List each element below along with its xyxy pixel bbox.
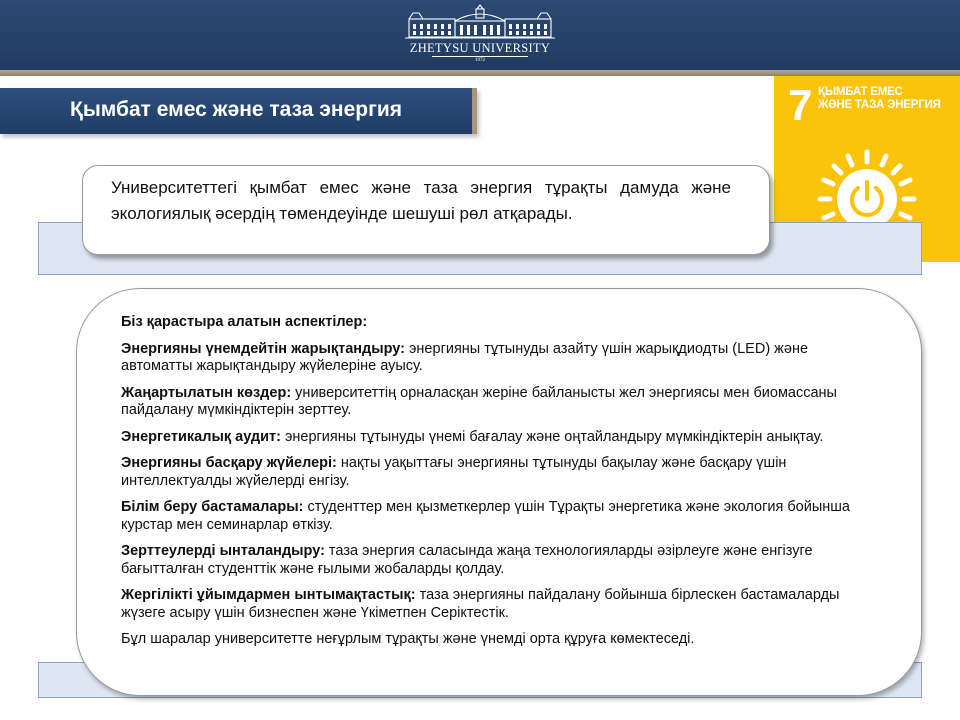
aspect-item [121, 499, 861, 534]
intro-callout [82, 165, 770, 255]
aspects-heading: Біз қарастыра алатын аспектілер: [121, 314, 368, 330]
aspect-text: таза энергия саласында жаңа технологияларды әзірлеуге және енгізуге бағытталған студенттік және ғылыми жобаларды қолдау. [121, 543, 813, 577]
aspect-text: университеттің орналасқан жеріне байланысты жел энергиясы мен биомассаны пайдалану мүмкіндіктерін зерттеу. [121, 384, 837, 418]
aspect-item [121, 341, 861, 376]
aspect-title: Энергетикалық аудит: [121, 428, 281, 445]
aspect-text: таза энергияны пайдалану бойынша бірлескен бастамаларды жүзеге асыру үшін бизнеспен және Үкіметпен Серіктестік. [121, 587, 840, 621]
aspect-text: энергияны тұтынуды азайту үшін жарықдиодты (LED) және автоматты жарықтандыру жүйелеріне ауысу. [121, 340, 809, 374]
aspect-title: Жергілікті ұйымдармен ынтымақтастық: [121, 587, 416, 603]
aspect-title: Білім беру бастамалары: [121, 499, 304, 515]
aspect-title: Энергияны үнемдейтін жарықтандыру: [121, 340, 405, 357]
aspect-text: студенттер мен қызметкерлер үшін Тұрақты энергетика және экология бойынша курстар мен семинарлар өткізу. [121, 499, 850, 533]
aspect-title: Энергияны басқару жүйелері: [121, 455, 337, 471]
sdg-number: 7 [788, 81, 813, 130]
page-title: Қымбат емес және таза энергия [70, 98, 402, 121]
aspect-title: Зерттеулерді ынталандыру: [121, 543, 325, 559]
closing-text: Бұл шаралар университетте неғұрлым тұрақты және үнемді орта құруға көмектеседі. [121, 631, 695, 647]
aspect-text: нақты уақыттағы энергияны тұтынуды бақылау және басқару үшін интеллектуалды жүйелерді енгізу. [121, 455, 787, 489]
aspect-item [121, 455, 861, 490]
aspect-item [121, 543, 861, 578]
aspects-content [121, 314, 861, 649]
aspect-text: энергияны тұтынуды үнемі бағалау және оңтайландыру мүмкіндіктерін анықтау. [280, 428, 824, 445]
university-building-icon [405, 3, 555, 41]
founded-year: 1972 [475, 58, 485, 63]
university-logo [405, 3, 555, 69]
aspect-item [121, 587, 861, 622]
aspect-item [121, 385, 861, 420]
sdg-caption: ҚЫМБАТ ЕМЕС ЖӘНЕ ТАЗА ЭНЕРГИЯ [818, 86, 941, 111]
aspect-item [121, 429, 861, 447]
university-name: ZHETYSU UNIVERSITY [409, 41, 551, 55]
title-bar [0, 88, 477, 134]
intro-text: Университеттегі қымбат емес және таза энергия тұрақты дамуда және экологиялық әсердің төмендеуінде шешуші рөл атқарады. [111, 178, 731, 223]
aspect-title: Жаңартылатын көздер: [121, 384, 292, 401]
header-bar [0, 0, 960, 70]
aspects-panel [76, 288, 922, 696]
